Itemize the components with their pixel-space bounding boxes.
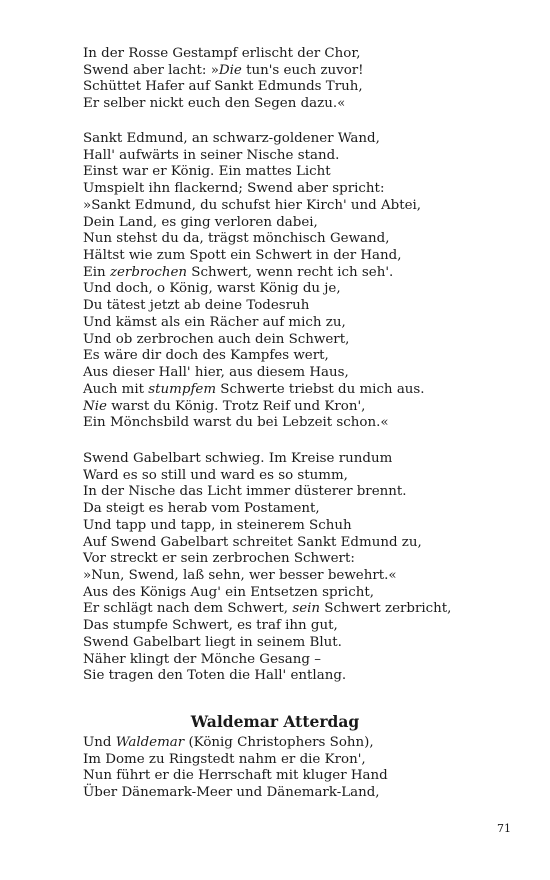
verse-text: Umspielt ihn flackernd; Swend aber spricht: — [83, 181, 385, 197]
verse-text: Schwerte triebst du mich aus. — [216, 381, 425, 397]
verse-line — [83, 535, 523, 552]
verse-text: Swend Gabelbart schwieg. Im Kreise rundum — [83, 451, 393, 466]
verse-text: »Sankt Edmund, du schufst hier Kirch' und Abtei, — [83, 197, 422, 213]
stanza-3 — [83, 451, 523, 685]
verse-text: (König Christophers Sohn), — [184, 735, 374, 750]
verse-text: Schüttet Hafer auf Sankt Edmunds Truh, — [83, 79, 363, 95]
verse-line — [83, 484, 523, 501]
verse-line — [83, 365, 523, 382]
verse-line — [83, 451, 523, 468]
emphasized-text: zerbrochen — [109, 264, 188, 280]
verse-line — [83, 96, 523, 113]
verse-line — [83, 332, 523, 349]
verse-text: Schwert zerbricht, — [320, 601, 452, 617]
verse-text: Ein — [83, 264, 110, 280]
verse-line — [83, 585, 523, 602]
verse-line — [83, 79, 523, 96]
verse-text: Aus des Königs Aug' ein Entsetzen spricht, — [83, 584, 374, 600]
emphasized-text: stumpfem — [148, 381, 217, 397]
verse-line — [83, 148, 523, 165]
verse-line — [83, 181, 523, 198]
stanza-waldemar — [83, 735, 523, 802]
emphasized-text: sein — [292, 601, 321, 617]
verse-line — [83, 281, 523, 298]
section-heading: Waldemar Atterdag — [190, 712, 360, 731]
verse-text: Dein Land, es ging verloren dabei, — [83, 214, 318, 230]
verse-line — [83, 501, 523, 518]
verse-line — [83, 315, 523, 332]
verse-text: Swend aber lacht: » — [83, 62, 219, 78]
verse-text: In der Nische das Licht immer düsterer brennt. — [83, 484, 407, 500]
verse-text: Über Dänemark-Meer und Dänemark-Land, — [83, 785, 380, 801]
verse-text: Er schlägt nach dem Schwert, — [83, 601, 293, 617]
verse-line — [83, 63, 523, 80]
verse-line — [83, 735, 523, 752]
verse-line — [83, 46, 523, 63]
verse-text: Aus dieser Hall' hier, aus diesem Haus, — [83, 365, 349, 381]
verse-text: Auf Swend Gabelbart schreitet Sankt Edmund zu, — [83, 534, 422, 550]
verse-line — [83, 568, 523, 585]
verse-line — [83, 298, 523, 315]
verse-text: Ein Mönchsbild warst du bei Lebzeit schon.« — [83, 415, 389, 431]
emphasized-text: Waldemar — [115, 735, 185, 750]
verse-line — [83, 415, 523, 432]
verse-text: Vor streckt er sein zerbrochen Schwert: — [83, 551, 355, 567]
page-number: 71 — [497, 822, 511, 835]
verse-line — [83, 348, 523, 365]
verse-text: Und tapp und tapp, in steinerem Schuh — [83, 517, 352, 533]
verse-text: Hall' aufwärts in seiner Nische stand. — [83, 147, 340, 163]
verse-line — [83, 668, 523, 685]
verse-text: Näher klingt der Mönche Gesang – — [83, 651, 321, 667]
verse-text: warst du König. Trotz Reif und Kron', — [106, 398, 366, 414]
verse-line — [83, 768, 523, 785]
verse-text: Sie tragen den Toten die Hall' entlang. — [83, 668, 347, 684]
verse-line — [83, 399, 523, 416]
verse-line — [83, 131, 523, 148]
verse-text: Und ob zerbrochen auch dein Schwert, — [83, 331, 350, 347]
verse-text: Sankt Edmund, an schwarz-goldener Wand, — [83, 131, 380, 146]
verse-text: Es wäre dir doch des Kampfes wert, — [83, 348, 329, 364]
verse-line — [83, 265, 523, 282]
verse-text: tun's euch zuvor! — [241, 62, 364, 78]
verse-line — [83, 618, 523, 635]
verse-text: »Nun, Swend, laß sehn, wer besser bewehrt.« — [83, 568, 397, 584]
verse-line — [83, 215, 523, 232]
verse-text: In der Rosse Gestampf erlischt der Chor, — [83, 46, 361, 61]
verse-text: Swend Gabelbart liegt in seinem Blut. — [83, 634, 342, 650]
verse-text: Einst war er König. Ein mattes Licht — [83, 164, 331, 180]
verse-line — [83, 198, 523, 215]
emphasized-text: Die — [218, 62, 242, 78]
verse-text: Schwert, wenn recht ich seh'. — [187, 264, 394, 280]
verse-line — [83, 231, 523, 248]
verse-line — [83, 752, 523, 769]
verse-line — [83, 382, 523, 399]
verse-line — [83, 468, 523, 485]
verse-line — [83, 601, 523, 618]
verse-line — [83, 248, 523, 265]
verse-text: Nun führt er die Herrschaft mit kluger Hand — [83, 768, 388, 784]
stanza-1 — [83, 46, 523, 113]
verse-text: Im Dome zu Ringstedt nahm er die Kron', — [83, 751, 366, 767]
verse-text: Das stumpfe Schwert, es traf ihn gut, — [83, 618, 338, 634]
verse-line — [83, 785, 523, 802]
verse-line — [83, 652, 523, 669]
verse-text: Er selber nickt euch den Segen dazu.« — [83, 96, 346, 112]
verse-text: Auch mit — [83, 381, 149, 397]
verse-line — [83, 518, 523, 535]
verse-line — [83, 635, 523, 652]
verse-text: Und doch, o König, warst König du je, — [83, 281, 341, 297]
verse-text: Und kämst als ein Rächer auf mich zu, — [83, 314, 346, 330]
verse-text: Hältst wie zum Spott ein Schwert in der Hand, — [83, 248, 402, 264]
verse-text: Ward es so still und ward es so stumm, — [83, 467, 348, 483]
stanza-2 — [83, 131, 523, 432]
verse-text: Und — [83, 735, 116, 750]
verse-line — [83, 551, 523, 568]
verse-text: Da steigt es herab vom Postament, — [83, 501, 320, 517]
verse-text: Nun stehst du da, trägst mönchisch Gewand, — [83, 231, 390, 247]
emphasized-text: Nie — [83, 398, 107, 414]
verse-text: Du tätest jetzt ab deine Todesruh — [83, 298, 310, 314]
verse-line — [83, 164, 523, 181]
